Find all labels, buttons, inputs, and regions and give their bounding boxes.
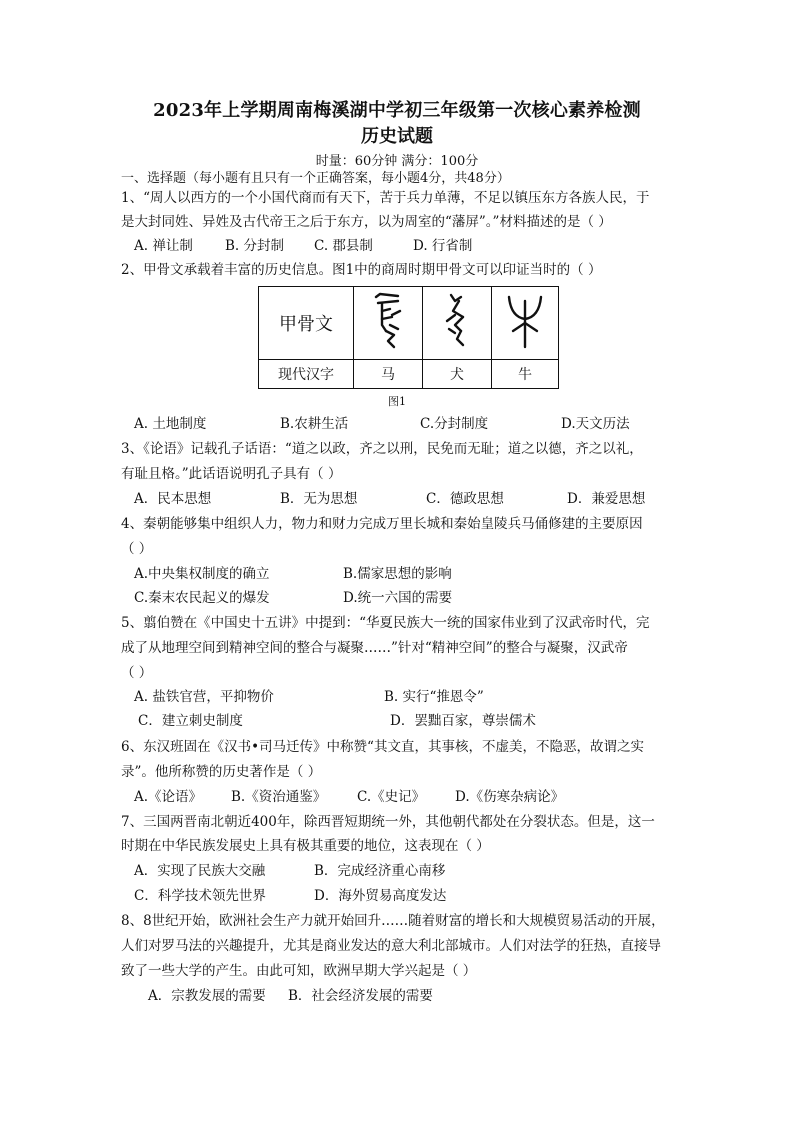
q2-line-1: 2、甲骨文承载着丰富的历史信息。图1中的商周时期甲骨文可以印证当时的（ ） bbox=[121, 262, 602, 278]
modern-row-label: 现代汉字 bbox=[259, 360, 354, 389]
q7-option-a: A．实现了民族大交融 bbox=[134, 863, 266, 879]
q1-option-c: C. 郡县制 bbox=[314, 238, 373, 254]
q2-option-b: B.农耕生活 bbox=[280, 416, 349, 432]
exam-title: 2023年上学期周南梅溪湖中学初三年级第一次核心素养检测 bbox=[153, 100, 641, 121]
q3-option-a: A．民本思想 bbox=[134, 491, 212, 507]
q5-line-2: 成了从地理空间到精神空间的整合与凝聚……”针对“精神空间”的整合与凝聚，汉武帝 bbox=[121, 640, 628, 656]
q2-option-d: D.天文历法 bbox=[561, 416, 630, 432]
oracle-row-label: 甲骨文 bbox=[259, 287, 354, 360]
q8-line-2: 人们对罗马法的兴趣提升，尤其是商业发达的意大利北部城市。人们对法学的狂热，直接导 bbox=[121, 938, 661, 954]
q5-option-d: D．罢黜百家，尊崇儒术 bbox=[390, 713, 536, 729]
modern-char-ox: 牛 bbox=[492, 360, 559, 389]
q3-line-2: 有耻且格。”此话语说明孔子具有（ ） bbox=[121, 466, 342, 482]
modern-char-horse: 马 bbox=[354, 360, 423, 389]
q3-option-c: C．德政思想 bbox=[426, 491, 504, 507]
q4-option-a: A.中央集权制度的确立 bbox=[134, 566, 270, 582]
q3-option-b: B．无为思想 bbox=[280, 491, 358, 507]
q6-line-1: 6、东汉班固在《汉书•司马迁传》中称赞“其文直，其事核，不虚美，不隐恶，故谓之实 bbox=[121, 739, 644, 755]
oracle-horse-glyph bbox=[368, 291, 408, 351]
q5-option-c: C．建立刺史制度 bbox=[138, 713, 243, 729]
q7-option-b: B．完成经济重心南移 bbox=[314, 863, 446, 879]
q8-line-1: 8、8世纪开始，欧洲社会生产力就开始回升……随着财富的增长和大规模贸易活动的开展， bbox=[121, 913, 665, 929]
oracle-bone-table bbox=[258, 286, 559, 389]
q3-option-d: D．兼爱思想 bbox=[567, 491, 646, 507]
oracle-dog-glyph bbox=[437, 291, 477, 351]
q8-option-b: B．社会经济发展的需要 bbox=[288, 988, 433, 1004]
q7-line-1: 7、三国两晋南北朝近400年，除西晋短期统一外，其他朝代都处在分裂状态。但是，这一 bbox=[121, 814, 655, 830]
q5-line-3: （ ） bbox=[121, 665, 153, 681]
q1-line-1: 1、“周人以西方的一个小国代商而有天下，苦于兵力单薄，不足以镇压东方各族人民，于 bbox=[121, 190, 650, 206]
q2-option-c: C.分封制度 bbox=[420, 416, 489, 432]
q4-option-c: C.秦末农民起义的爆发 bbox=[134, 590, 270, 606]
q8-option-a: A．宗教发展的需要 bbox=[148, 988, 266, 1004]
figure-caption: 图1 bbox=[388, 395, 406, 408]
q8-line-3: 致了一些大学的产生。由此可知，欧洲早期大学兴起是（ ） bbox=[121, 963, 477, 979]
q3-line-1: 3、《论语》记载孔子话语：“道之以政，齐之以刑，民免而无耻；道之以德，齐之以礼， bbox=[121, 441, 643, 457]
q6-line-2: 录”。他所称赞的历史著作是（ ） bbox=[121, 764, 322, 780]
modern-char-dog: 犬 bbox=[423, 360, 492, 389]
q7-option-c: C．科学技术领先世界 bbox=[134, 888, 266, 904]
q6-option-d: D.《伤寒杂病论》 bbox=[455, 789, 565, 805]
q1-line-2: 是大封同姓、异姓及古代帝王之后于东方，以为周室的“藩屏”。”材料描述的是（ ） bbox=[121, 214, 612, 230]
q4-line-2: （ ） bbox=[121, 541, 153, 557]
q1-option-b: B. 分封制 bbox=[225, 238, 285, 254]
q4-line-1: 4、秦朝能够集中组织人力，物力和财力完成万里长城和秦始皇陵兵马俑修建的主要原因 bbox=[121, 516, 643, 532]
q5-option-a: A. 盐铁官营，平抑物价 bbox=[134, 689, 274, 705]
oracle-ox-glyph bbox=[503, 291, 547, 351]
q6-option-c: C.《史记》 bbox=[357, 789, 426, 805]
q7-option-d: D．海外贸易高度发达 bbox=[314, 888, 447, 904]
exam-subtitle: 历史试题 bbox=[361, 126, 433, 147]
q1-option-d: D. 行省制 bbox=[413, 238, 473, 254]
q2-option-a: A. 土地制度 bbox=[134, 416, 207, 432]
q6-option-a: A.《论语》 bbox=[134, 789, 203, 805]
q5-option-b: B. 实行“推恩令” bbox=[384, 689, 484, 705]
q4-option-b: B.儒家思想的影响 bbox=[343, 566, 452, 582]
section-heading: 一、选择题（每小题有且只有一个正确答案，每小题4分，共48分） bbox=[121, 171, 510, 186]
q4-option-d: D.统一六国的需要 bbox=[343, 590, 453, 606]
q7-line-2: 时期在中华民族发展史上具有极其重要的地位，这表现在（ ） bbox=[121, 838, 490, 854]
exam-meta: 时量：60分钟 满分：100分 bbox=[315, 154, 479, 169]
q5-line-1: 5、翦伯赞在《中国史十五讲》中提到：“华夏民族大一统的国家伟业到了汉武帝时代，完 bbox=[121, 615, 650, 631]
q1-option-a: A. 禅让制 bbox=[134, 238, 193, 254]
q6-option-b: B.《资治通鉴》 bbox=[231, 789, 327, 805]
